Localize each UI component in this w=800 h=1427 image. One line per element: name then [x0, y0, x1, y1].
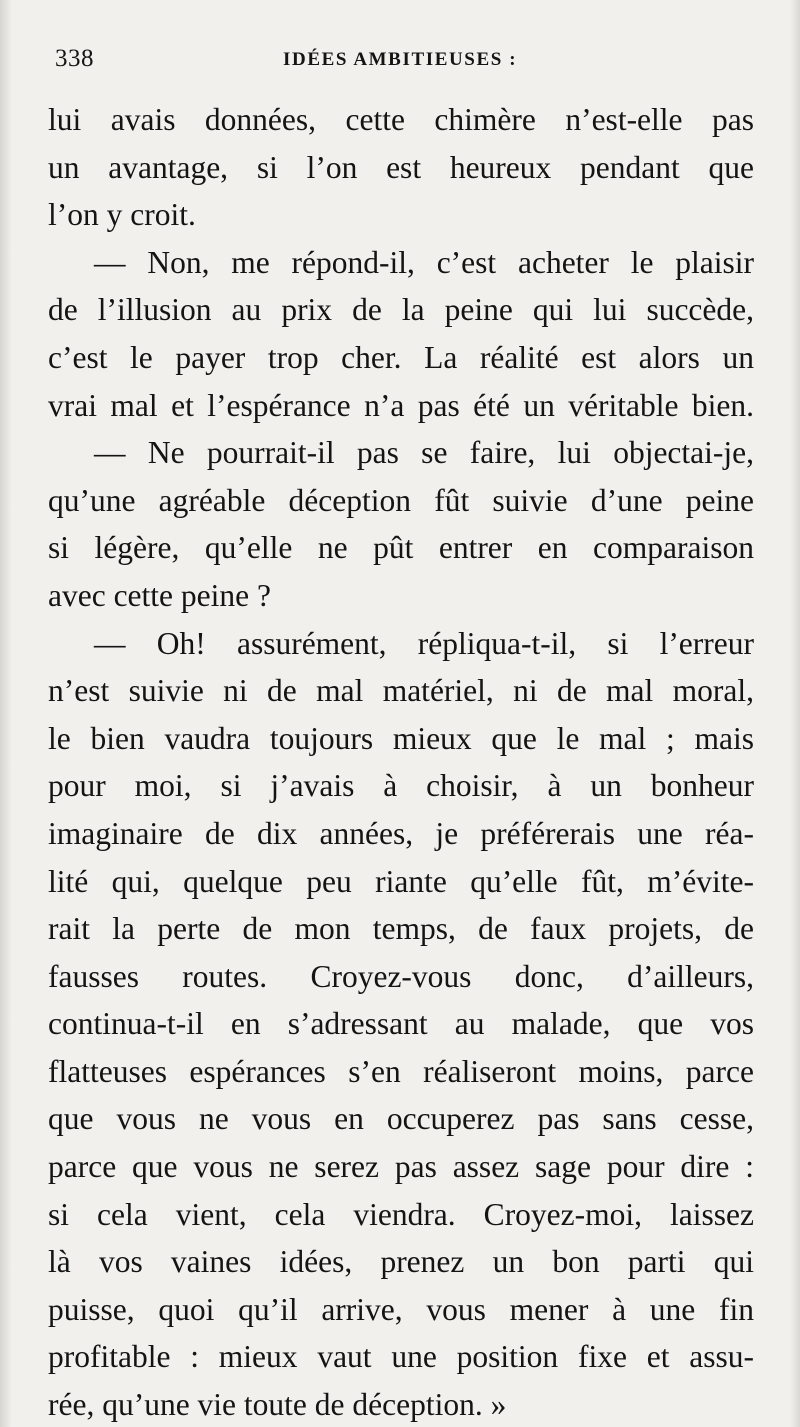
- page-number: 338: [55, 45, 94, 72]
- running-head: [55, 42, 755, 76]
- text-line: l’on y croit.: [48, 197, 196, 233]
- text-line: pour moi, si j’avais à choisir, à un bonheur: [48, 768, 754, 804]
- text-line: n’est suivie ni de mal matériel, ni de mal moral,: [48, 673, 754, 709]
- text-line: profitable : mieux vaut une position fixe et assu-: [48, 1339, 754, 1375]
- text-line: là vos vaines idées, prenez un bon parti qui: [48, 1244, 754, 1280]
- section-title: IDÉES AMBITIEUSES :: [283, 49, 518, 70]
- text-line: vrai mal et l’espérance n’a pas été un véritable bien.: [48, 387, 754, 423]
- text-line: continua-t-il en s’adressant au malade, que vos: [48, 1006, 754, 1042]
- text-line: c’est le payer trop cher. La réalité est alors un: [48, 339, 754, 375]
- text-line: rait la perte de mon temps, de faux projets, de: [48, 911, 754, 947]
- text-line: qu’une agréable déception fût suivie d’une peine: [48, 482, 754, 518]
- text-line: de l’illusion au prix de la peine qui lui succède,: [48, 292, 754, 328]
- text-line: puisse, quoi qu’il arrive, vous mener à une fin: [48, 1291, 754, 1327]
- page-edge-shadow-right: [790, 0, 800, 1427]
- text-line: — Oh! assurément, répliqua-t-il, si l’erreur: [94, 625, 754, 661]
- text-line: si légère, qu’elle ne pût entrer en comparaison: [48, 530, 754, 566]
- text-line: — Ne pourrait-il pas se faire, lui objectai-je,: [94, 435, 754, 471]
- text-line: le bien vaudra toujours mieux que le mal ; mais: [48, 720, 754, 756]
- body-text: [48, 96, 754, 1427]
- text-line: lui avais données, cette chimère n’est-elle pas: [48, 102, 754, 137]
- text-line: — Non, me répond-il, c’est acheter le plaisir: [94, 244, 754, 280]
- text-line: si cela vient, cela viendra. Croyez-moi, laissez: [48, 1196, 754, 1232]
- page-edge-shadow-left: [0, 0, 12, 1427]
- text-line: imaginaire de dix années, je préférerais une réa-: [48, 815, 754, 851]
- text-line: fausses routes. Croyez-vous donc, d’ailleurs,: [48, 958, 754, 994]
- text-line: que vous ne vous en occuperez pas sans cesse,: [48, 1101, 754, 1137]
- text-line: rée, qu’une vie toute de déception. »: [48, 1387, 507, 1423]
- text-line: un avantage, si l’on est heureux pendant que: [48, 149, 754, 185]
- text-line: flatteuses espérances s’en réaliseront moins, parce: [48, 1053, 754, 1089]
- text-line: avec cette peine ?: [48, 577, 271, 613]
- text-line: lité qui, quelque peu riante qu’elle fût, m’évite-: [48, 863, 754, 899]
- text-line: parce que vous ne serez pas assez sage pour dire :: [48, 1149, 754, 1185]
